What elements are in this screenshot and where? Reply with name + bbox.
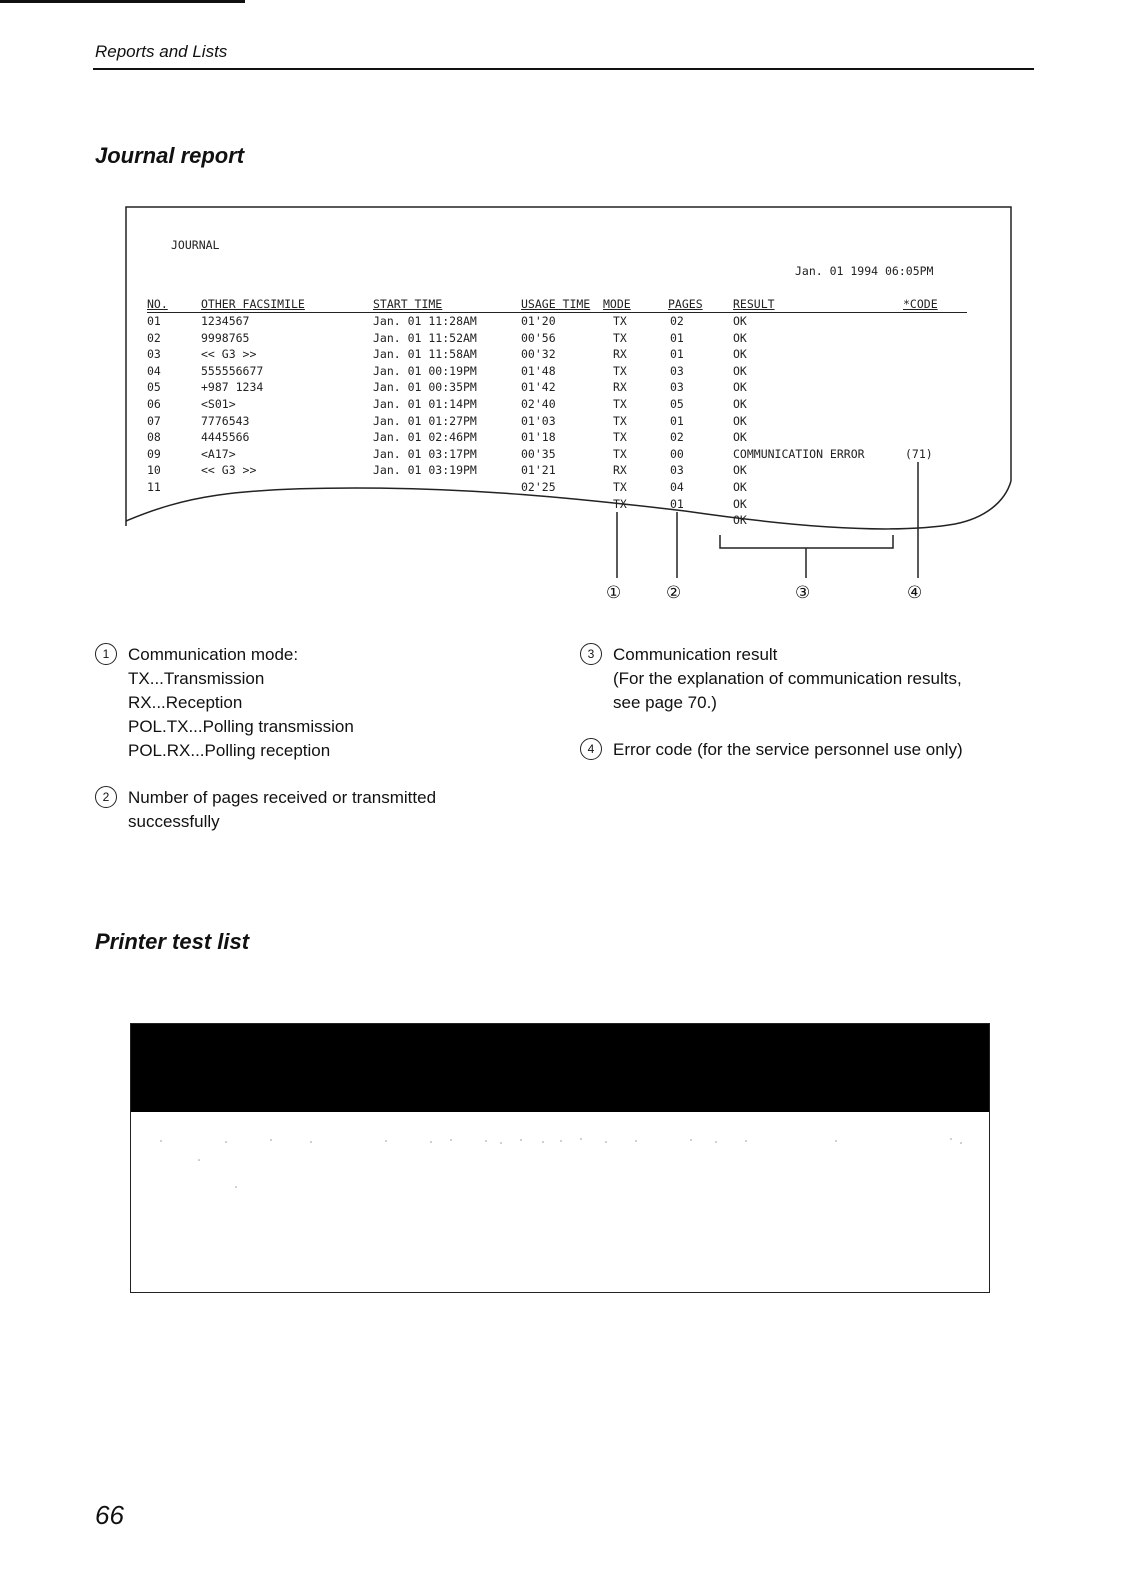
table-cell: Jan. 01 01:14PM [373,397,477,411]
table-cell: OK [733,363,747,378]
col-mode: MODE [603,297,631,311]
table-cell: <A17> [201,446,236,461]
table-cell: OK [733,397,747,411]
table-cell: 08 [147,430,161,445]
journal-section-title: Journal report [95,143,245,168]
table-cell: OK [733,463,747,478]
legend-marker-4: 4 [580,738,602,760]
table-cell: 1234567 [201,314,250,328]
table-cell: 07 [147,413,161,428]
table-cell: 05 [670,397,684,411]
table-cell: 02'25 [521,480,556,494]
table-cell: Jan. 01 11:52AM [373,330,477,345]
table-cell: OK [733,513,747,528]
table-cell: << G3 >> [201,347,257,362]
table-cell: 01'18 [521,430,556,445]
table-cell: OK [733,330,747,345]
table-cell: TX [613,330,627,345]
table-cell: 00'56 [521,330,556,345]
table-cell: 06 [147,397,161,411]
legend-item-4: 4 Error code (for the service personnel use only) [580,738,963,762]
table-cell: RX [613,463,627,478]
table-cell: 7776543 [201,413,250,428]
callout-2: ② [666,583,682,602]
table-cell: Jan. 01 11:58AM [373,347,477,362]
table-cell: OK [733,496,747,511]
table-cell: 11 [147,480,161,494]
table-cell: 00'35 [521,446,556,461]
table-cell: (71) [905,446,933,461]
table-cell: OK [733,347,747,362]
table-cell: 555556677 [201,363,264,378]
col-code: *CODE [903,297,938,311]
table-cell: 03 [670,363,684,378]
table-cell: 01'42 [521,380,556,395]
table-cell: 03 [670,463,684,478]
table-cell: 02'40 [521,397,556,411]
table-cell: 05 [147,380,161,395]
printer-test-black-band [131,1024,989,1112]
table-cell: RX [613,380,627,395]
journal-date: Jan. 01 1994 06:05PM [795,264,934,278]
table-cell: 00 [670,446,684,461]
col-other-facsimile: OTHER FACSIMILE [201,297,305,311]
table-cell: 4445566 [201,430,250,445]
table-cell: 01 [670,496,684,511]
table-cell: COMMUNICATION ERROR [733,446,865,461]
table-cell: Jan. 01 00:35PM [373,380,477,395]
table-cell: Jan. 01 03:19PM [373,463,477,478]
table-cell: 01'03 [521,413,556,428]
table-cell: Jan. 01 00:19PM [373,363,477,378]
table-cell: TX [613,496,627,511]
callout-3: ③ [795,583,811,602]
table-cell: Jan. 01 11:28AM [373,314,477,328]
callout-1: ① [606,583,622,602]
table-cell: OK [733,380,747,395]
table-cell: 01 [670,347,684,362]
table-cell: TX [613,413,627,428]
table-cell: 01'20 [521,314,556,328]
callout-lines [0,0,1128,620]
col-no: NO. [147,297,168,311]
table-cell: Jan. 01 01:27PM [373,413,477,428]
table-cell: 03 [147,347,161,362]
legend-marker-3: 3 [580,643,602,665]
col-usage-time: USAGE TIME [521,297,591,311]
table-cell: RX [613,347,627,362]
table-cell: 09 [147,446,161,461]
legend-marker-1: 1 [95,643,117,665]
table-cell: TX [613,446,627,461]
page-number: 66 [95,1500,124,1530]
legend-marker-2: 2 [95,786,117,808]
printer-test-dots [131,1129,989,1199]
col-start-time: START TIME [373,297,443,311]
table-cell: TX [613,430,627,445]
table-cell: 00'32 [521,347,556,362]
table-cell: OK [733,413,747,428]
table-cell: 10 [147,463,161,478]
table-cell: +987 1234 [201,380,264,395]
table-cell: TX [613,314,627,328]
table-cell: OK [733,430,747,445]
table-cell: TX [613,363,627,378]
legend-item-3: 3 Communication result (For the explanation of communication results, see page 70.) [580,643,962,715]
running-header: Reports and Lists [95,42,228,61]
table-cell: TX [613,480,627,494]
callout-4: ④ [907,583,923,602]
legend-item-1: 1 Communication mode: TX...Transmission RX...Reception POL.TX...Polling transmission POL.RX...Polling reception [95,643,354,763]
printer-section-title: Printer test list [95,929,250,954]
table-cell: OK [733,314,747,328]
table-cell: 01'21 [521,463,556,478]
table-cell: 02 [147,330,161,345]
table-cell: 01 [670,330,684,345]
table-cell: OK [733,480,747,494]
table-cell: 02 [670,314,684,328]
table-cell: Jan. 01 03:17PM [373,446,477,461]
table-cell: 03 [670,380,684,395]
col-pages: PAGES [668,297,703,311]
table-cell: Jan. 01 02:46PM [373,430,477,445]
col-result: RESULT [733,297,775,311]
table-cell: 02 [670,430,684,445]
table-cell: <S01> [201,397,236,411]
printer-test-sample [130,1023,990,1293]
table-cell: TX [613,397,627,411]
table-cell: 04 [670,480,684,494]
table-cell: << G3 >> [201,463,257,478]
legend-item-2: 2 Number of pages received or transmitted successfully [95,786,436,834]
table-cell: 04 [147,363,161,378]
journal-title: JOURNAL [171,238,220,252]
table-cell: 01'48 [521,363,556,378]
table-cell: 9998765 [201,330,250,345]
table-cell: 01 [147,314,161,328]
table-cell: 01 [670,413,684,428]
